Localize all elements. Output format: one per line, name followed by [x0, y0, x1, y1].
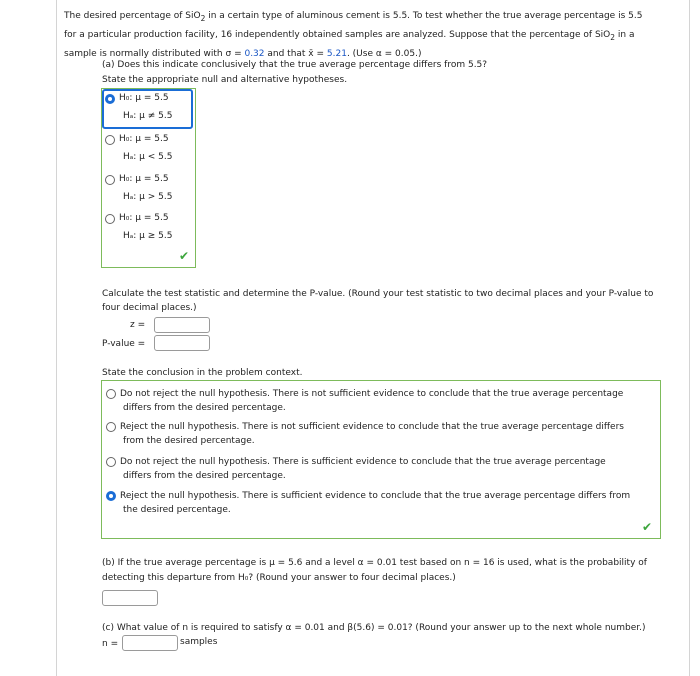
sigma-value: 0.32: [244, 48, 265, 59]
p-value-input[interactable]: [154, 335, 210, 351]
xbar-value: 5.21: [326, 48, 347, 59]
radio-icon[interactable]: [105, 214, 115, 224]
problem-statement: The desired percentage of SiO$_2$ in a certain type of aluminous cement is 5.5. To test whether the true average percentage is 5.5 for a particular production facility, 16 independently obtained samples are analyzed. Suppose that the percentage of SiO$_2$ in a sample is normally distributed with σ = 0.32 and that x̄ = 5.21. (Use α = 0.05.): [64, 11, 643, 59]
part-b-answer-input[interactable]: [102, 590, 158, 606]
part-b-question-line2: detecting this departure from H₀? (Round your answer to four decimal places.): [102, 573, 456, 583]
radio-icon[interactable]: [106, 389, 116, 399]
conclusion-prompt: State the conclusion in the problem context.: [102, 368, 303, 378]
n-label: n =: [102, 639, 119, 649]
part-a-question: (a) Does this indicate conclusively that the true average percentage differs from 5.5?: [102, 60, 488, 70]
n-input[interactable]: [122, 635, 178, 651]
p-value-label: P-value =: [102, 339, 146, 349]
part-b-question-line1: (b) If the true average percentage is μ = 5.6 and a level α = 0.01 test based on n = 16 is used, what is the probability of: [102, 558, 647, 568]
calc-instruction-line2: four decimal places.): [102, 303, 197, 313]
radio-selected-icon[interactable]: [105, 94, 115, 104]
radio-icon[interactable]: [106, 457, 116, 467]
z-label: z =: [130, 320, 146, 330]
z-input[interactable]: [154, 317, 210, 333]
correct-check-icon: ✔: [179, 249, 190, 263]
part-c-question: (c) What value of n is required to satisfy α = 0.01 and β(5.6) = 0.01? (Round your answer up to the next whole number.): [102, 623, 646, 633]
part-a-instruction: State the appropriate null and alternative hypotheses.: [102, 75, 348, 85]
correct-check-icon: ✔: [642, 520, 653, 534]
calc-instruction-line1: Calculate the test statistic and determine the P-value. (Round your test statistic to two decimal places and your P-value to: [102, 289, 654, 299]
radio-selected-icon[interactable]: [106, 491, 116, 501]
radio-icon[interactable]: [105, 135, 115, 145]
radio-icon[interactable]: [105, 175, 115, 185]
radio-icon[interactable]: [106, 422, 116, 432]
samples-unit: samples: [180, 637, 218, 647]
